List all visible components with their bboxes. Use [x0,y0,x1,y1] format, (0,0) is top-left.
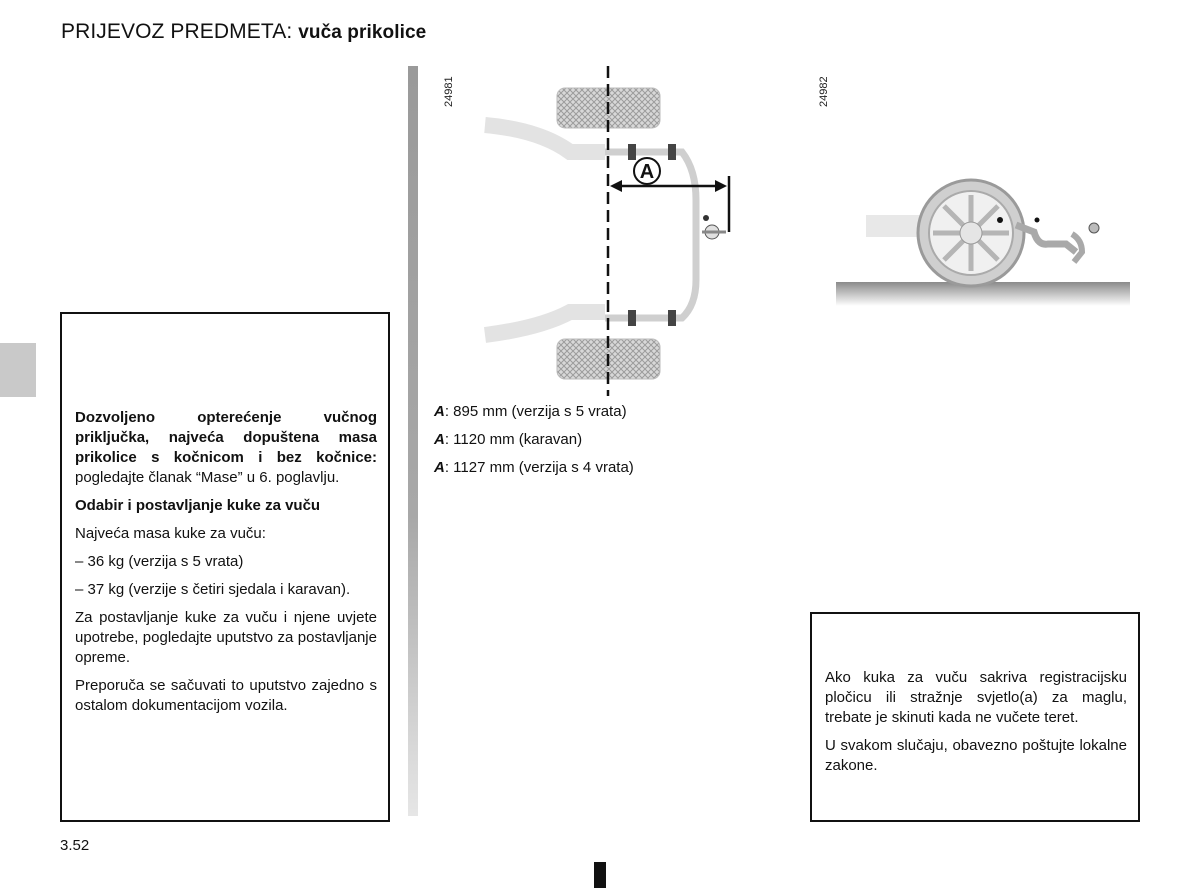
section-heading: Odabir i postavljanje kuke za vuču [75,497,321,514]
dimension-label: A [434,459,445,476]
local-laws-paragraph: U svakom slučaju, obavezno poštujte lokalne zakone. [825,737,1127,774]
intro-paragraph [75,408,377,488]
page-number: 3.52 [60,837,90,854]
keep-manual-paragraph: Preporuča se sačuvati to uputstvo zajedno s ostalom dokumentacijom vozila. [75,677,377,714]
title-sub: vuča prikolice [298,22,427,43]
intro-rest: pogledajte članak “Mase” u 6. poglavlju. [75,469,340,486]
install-paragraph: Za postavljanje kuke za vuču i njene uvjete upotrebe, pogledajte uputstvo za postavljanje opreme. [75,609,377,666]
mass-item-1: – 36 kg (verzija s 5 vrata) [75,553,244,570]
dimension-item [434,402,634,422]
dimension-text: : 1120 mm (karavan) [444,431,583,448]
dimension-item [434,458,634,478]
figure-code-side: 24982 [818,76,830,107]
info-box-left [60,312,390,822]
dimension-text: : 895 mm (verzija s 5 vrata) [444,403,627,420]
dimension-text: : 1127 mm (verzija s 4 vrata) [444,459,634,476]
tow-hook-top-view-figure [420,60,740,400]
mass-item-2: – 37 kg (verzije s četiri sjedala i karavan). [75,581,351,598]
licence-plate-paragraph: Ako kuka za vuču sakriva registracijsku pločicu ili stražnje svjetlo(a) za maglu, trebate je skinuti kada ne vučete teret. [825,669,1127,726]
intro-bold: Dozvoljeno opterećenje vučnog priključka, najveća dopuštena masa prikolice s kočnicom i bez kočnice: [75,409,377,466]
tow-hook-side-view-figure [826,170,1136,310]
dimension-list [434,402,634,486]
figure-code-top: 24981 [443,76,455,107]
info-box-right [810,612,1140,822]
page-title [61,20,426,44]
dimension-a-label: A [639,161,655,183]
page-edge-marker [594,862,606,888]
title-main: PRIJEVOZ PREDMETA: [61,20,293,43]
mass-title: Najveća masa kuke za vuču: [75,525,266,542]
column-divider [408,66,418,816]
dimension-item [434,430,634,450]
dimension-label: A [434,403,445,420]
dimension-label: A [434,431,445,448]
chapter-tab-marker [0,343,36,397]
